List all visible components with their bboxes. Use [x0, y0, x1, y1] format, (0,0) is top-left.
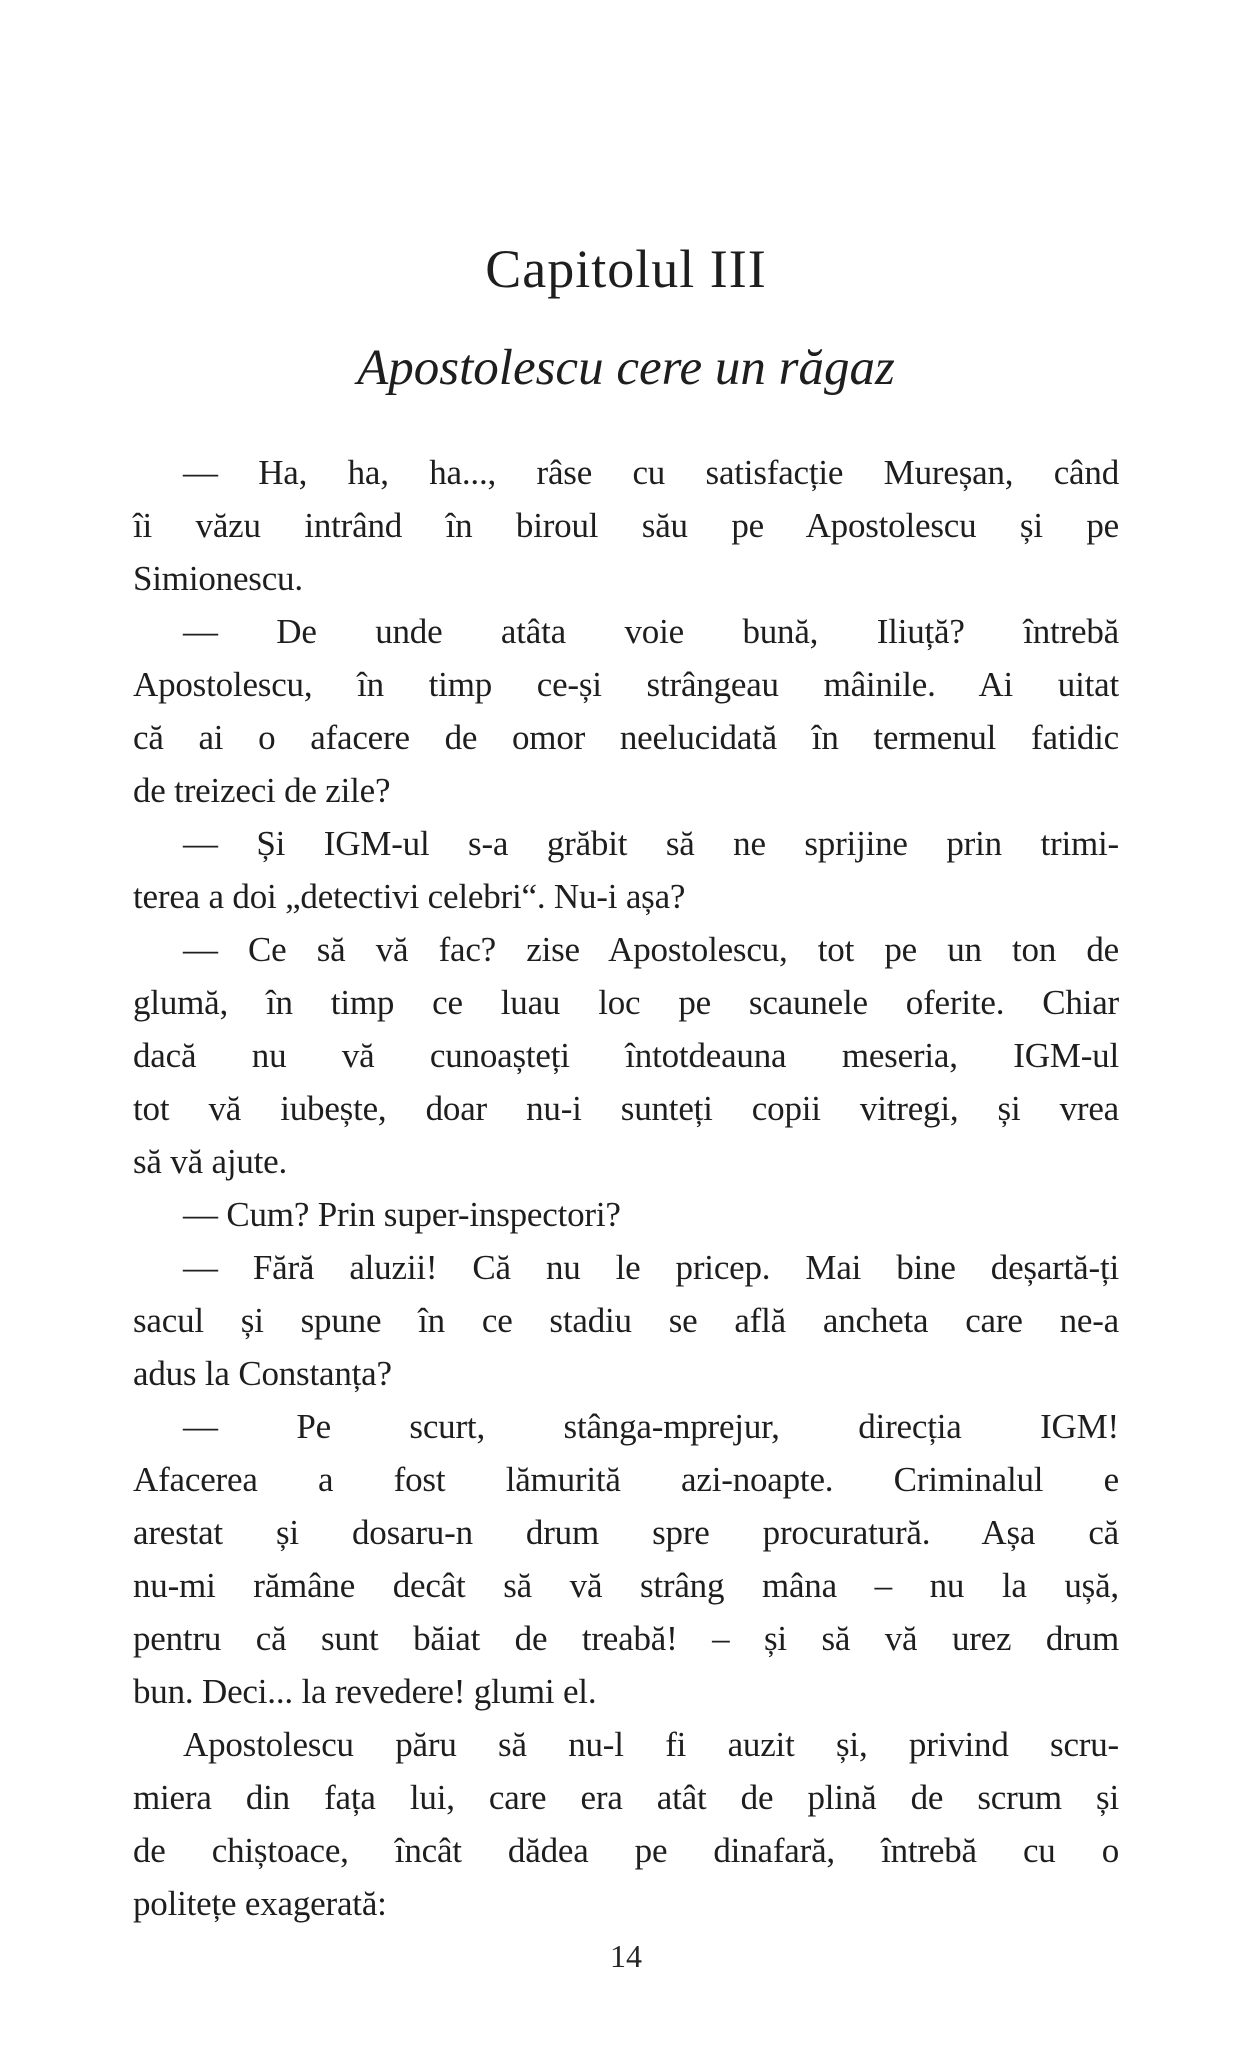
text-line: glumă, în timp ce luau loc pe scaunele oferite. Chiar: [133, 983, 1119, 1022]
text-line: — Fără aluzii! Că nu le pricep. Mai bine deșartă-ți: [183, 1248, 1119, 1287]
text-line: nu-mi rămâne decât să vă strâng mâna – nu la ușă,: [133, 1566, 1119, 1605]
text-line: de treizeci de zile?: [133, 771, 391, 810]
text-line: că ai o afacere de omor neelucidată în termenul fatidic: [133, 718, 1119, 757]
text-line: — Pe scurt, stânga-mprejur, direcția IGM!: [183, 1407, 1119, 1446]
text-line: Simionescu.: [133, 559, 303, 598]
text-line: îi văzu intrând în biroul său pe Apostolescu și pe: [133, 506, 1119, 545]
text-line: — Ce să vă fac? zise Apostolescu, tot pe un ton de: [183, 930, 1119, 969]
text-line: terea a doi „detectivi celebri“. Nu-i așa?: [133, 877, 686, 916]
text-line: Afacerea a fost lămurită azi-noapte. Criminalul e: [133, 1460, 1119, 1499]
text-line: — Și IGM-ul s-a grăbit să ne sprijine prin trimi-: [183, 824, 1119, 863]
chapter-title: Capitolul III: [485, 239, 767, 299]
body-text: [133, 446, 1119, 1930]
text-line: să vă ajute.: [133, 1142, 288, 1181]
text-line: politețe exagerată:: [133, 1884, 387, 1923]
page-number: 14: [610, 1938, 642, 1974]
text-line: — Cum? Prin super-inspectori?: [183, 1195, 621, 1234]
text-line: bun. Deci... la revedere! glumi el.: [133, 1672, 597, 1711]
text-line: — De unde atâta voie bună, Iliuță? întrebă: [183, 612, 1119, 651]
text-line: adus la Constanța?: [133, 1354, 392, 1393]
text-line: miera din fața lui, care era atât de plină de scrum și: [133, 1778, 1119, 1817]
text-line: sacul și spune în ce stadiu se află ancheta care ne-a: [133, 1301, 1119, 1340]
text-line: Apostolescu păru să nu-l fi auzit și, privind scru-: [183, 1725, 1119, 1764]
text-line: — Ha, ha, ha..., râse cu satisfacție Mureșan, când: [183, 453, 1119, 492]
chapter-subtitle: Apostolescu cere un răgaz: [357, 340, 895, 396]
text-line: pentru că sunt băiat de treabă! – și să vă urez drum: [133, 1619, 1119, 1658]
text-line: arestat și dosaru-n drum spre procuratură. Așa că: [133, 1513, 1119, 1552]
text-line: de chiștoace, încât dădea pe dinafară, întrebă cu o: [133, 1831, 1119, 1870]
text-line: Apostolescu, în timp ce-și strângeau mâinile. Ai uitat: [133, 665, 1119, 704]
text-line: dacă nu vă cunoașteți întotdeauna meseria, IGM-ul: [133, 1036, 1119, 1075]
text-line: tot vă iubește, doar nu-i sunteți copii vitregi, și vrea: [133, 1089, 1119, 1128]
